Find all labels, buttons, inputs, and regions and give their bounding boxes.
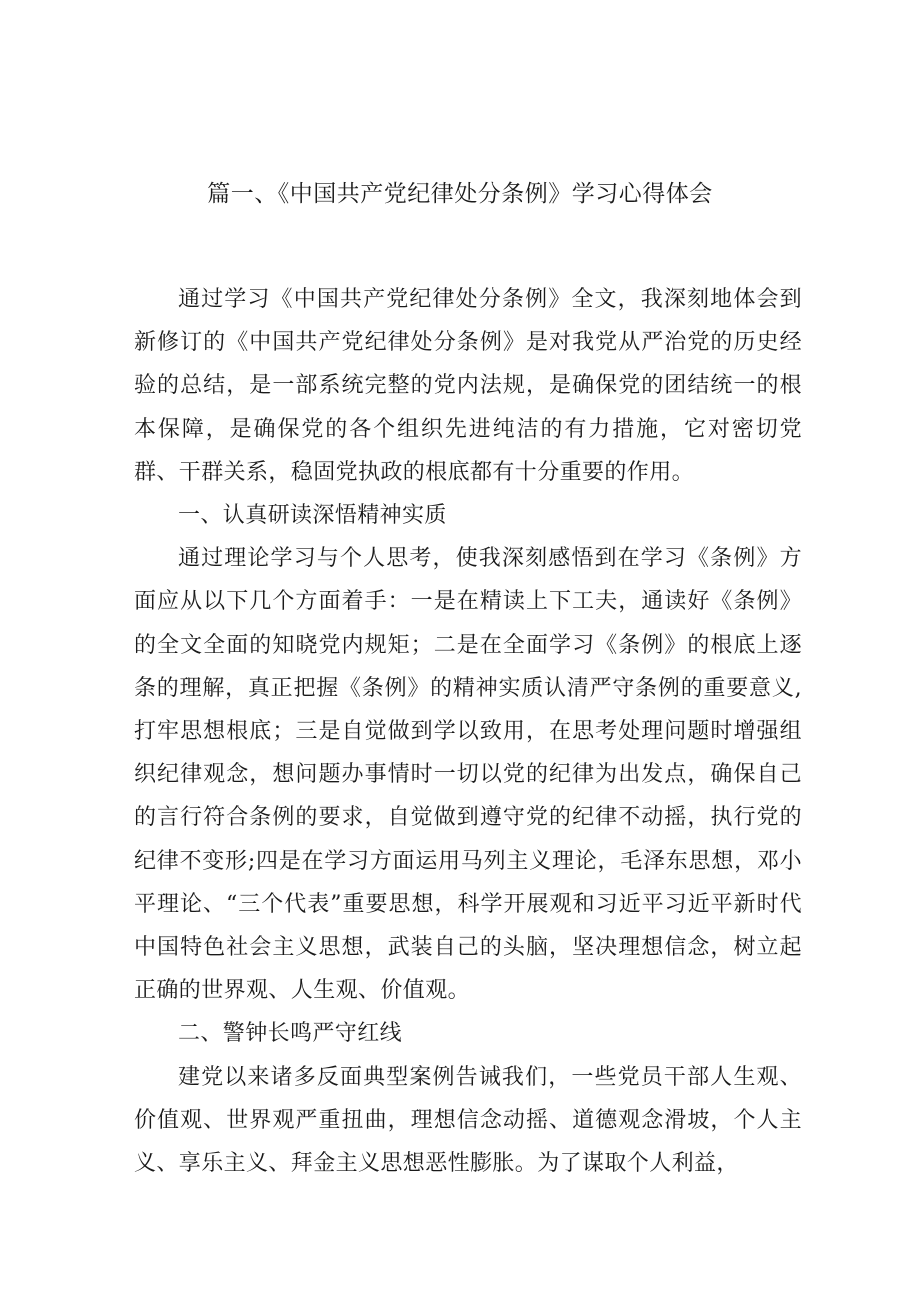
paragraph-section-2: 建党以来诸多反面典型案例告诫我们，一些党员干部人生观、价值观、世界观严重扭曲，理想信念动摇、道德观念滑坡，个人主义、享乐主义、拜金主义思想恶性膨胀。为了谋取个人利益， — [134, 1064, 802, 1177]
paragraph-section-1: 通过理论学习与个人思考，使我深刻感悟到在学习《条例》方面应从以下几个方面着手：一是在精读上下工夫，通读好《条例》的全文全面的知晓党内规矩；二是在全面学习《条例》的根底上逐条的理解，真正把握《条例》的精神实质认清严守条例的重要意义,打牢思想根底；三是自觉做到学以致用，在思考处理问题时增强组织纪律观念，想问题办事情时一切以党的纪律为出发点，确保自己的言行符合条例的要求，自觉做到遵守党的纪律不动摇，执行党的纪律不变形;四是在学习方面运用马列主义理论，毛泽东思想，邓小平理论、“三个代表”重要思想，科学开展观和习近平习近平新时代中国特色社会主义思想，武装自己的头脑，坚决理想信念，树立起正确的世界观、人生观、价值观。 — [134, 546, 802, 1004]
section-heading-1: 一、认真研读深悟精神实质 — [178, 503, 447, 529]
document-title: 篇一、《中国共产党纪律处分条例》学习心得体会 — [207, 181, 713, 207]
document-body — [134, 278, 802, 1185]
paragraph-intro: 通过学习《中国共产党纪律处分条例》全文，我深刻地体会到新修订的《中国共产党纪律处分条例》是对我党从严治党的历史经验的总结，是一部系统完整的党内法规，是确保党的团结统一的根本保障，是确保党的各个组织先进纯洁的有力措施，它对密切党群、干群关系，稳固党执政的根底都有十分重要的作用。 — [134, 287, 802, 485]
section-heading-2: 二、警钟长鸣严守红线 — [178, 1021, 403, 1047]
